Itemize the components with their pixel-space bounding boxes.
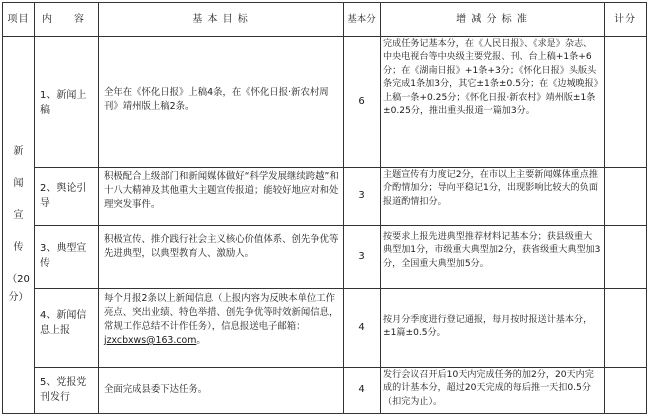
- row-2-base-score: 3: [358, 190, 365, 201]
- header-item: 项目: [7, 13, 30, 25]
- category-points-unit: 分）: [8, 291, 29, 303]
- header-content: 内 容: [42, 13, 90, 25]
- row-3-name: 3、典型宣传: [40, 243, 87, 269]
- header-goal: 基 本 目 标: [192, 13, 249, 25]
- row-4-rule: 按月分季度进行登记通报，每月按时报送计基本分，±1篇±0.5分。: [383, 315, 593, 339]
- row-5-base-score: 4: [358, 384, 365, 395]
- row-1-score[interactable]: [604, 36, 646, 167]
- row-4-goal: [98, 288, 343, 367]
- row-5-name: 5、党报党刊发行: [40, 377, 87, 403]
- row-3-goal: 积极宣传、推介践行社会主义核心价值体系、创先争优等先进典型，以典型教育人、激励人。: [104, 234, 339, 259]
- header-score: 计分: [614, 13, 636, 25]
- row-5-goal: 全面完成县委下达任务。: [104, 384, 208, 395]
- row-2-rule: 主题宣传有力度记2分，在市以上主要新闻媒体重点推介酌情加分；导向平稳记1分，出现影响比较大的负面报道酌情扣分。: [383, 170, 598, 207]
- header-base-score: 基本分: [347, 13, 376, 25]
- assessment-table: [2, 2, 647, 414]
- row-1-rule: 完成任务记基本分，在《人民日报》、《求是》杂志、中央电视台等中央级主要党报、刊、台上稿+1条+6分；在《湖南日报》+1条+3分；《怀化日报》头版头条完成1条加3分，其它±1条±0.5分；在《边城晚报》上稿一条+0.25分；《怀化日报·新农村》靖州版±1条±0.25分，推出重头报道一篇加3分。: [383, 39, 599, 117]
- row-2-name: 2、舆论引导: [40, 183, 87, 209]
- row-2-score[interactable]: [604, 167, 646, 225]
- row-2-goal: 积极配合上级部门和新闻媒体做好“科学发展继续跨越”和十八大精神及其他重大主题宣传报道；能较好地应对和处理突发事件。: [104, 171, 339, 210]
- row-3-rule: 按要求上报先进典型推荐材料记基本分；获县级重大典型加1分，市级重大典型加2分，获省级重大典型加3分，全国重大典型加5分。: [383, 232, 601, 269]
- category-char: 宣: [13, 209, 24, 221]
- row-4-goal-text: 每个月报2条以上新闻信息（上报内容为反映本单位工作亮点、突出业绩、特色举措、创先争优等时效新闻信息，常规工作总结不计作任务），信息报送电子邮箱：: [104, 293, 339, 332]
- row-1-name: 1、新闻上稿: [40, 90, 87, 116]
- header-rule: 增 减 分 标 准: [456, 13, 528, 25]
- row-4-goal-end: 。: [196, 335, 206, 346]
- category-char: 传: [13, 241, 24, 253]
- row-3-base-score: 3: [358, 250, 365, 262]
- row-4-score[interactable]: [604, 288, 646, 367]
- category-char: 闻: [13, 177, 24, 189]
- row-5-score[interactable]: [604, 367, 646, 413]
- category-char: 新: [13, 145, 24, 157]
- category-cell: [3, 36, 34, 413]
- row-1-goal: 全年在《怀化日报》上稿4条，在《怀化日报·新农村周刊》靖州版上稿2条。: [104, 87, 329, 112]
- row-4-base-score: 4: [358, 321, 365, 333]
- row-5-rule: 发行会议召开后10天内完成任务的加2分，20天内完成的计基本分，超过20天完成的每后推一天扣0.5分（扣完为止）。: [383, 370, 594, 407]
- row-1-base-score: 6: [358, 95, 365, 107]
- email-link[interactable]: jzxcbxws@163.com: [104, 335, 197, 346]
- category-points: （20: [7, 273, 30, 285]
- row-4-name: 4、新闻信息上报: [40, 310, 87, 336]
- row-3-score[interactable]: [604, 225, 646, 288]
